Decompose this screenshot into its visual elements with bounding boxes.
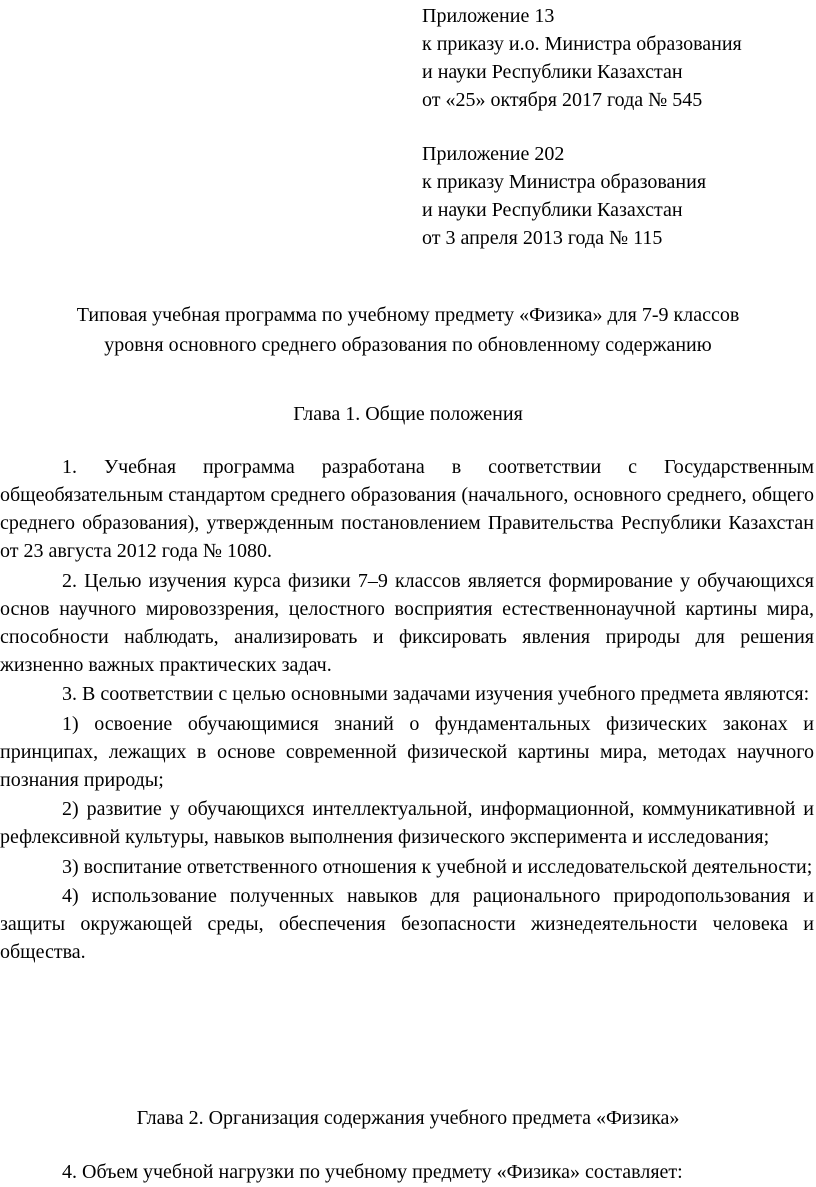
list-item-2: 2) развитие у обучающихся интеллектуальной, информационной, коммуникативной и рефлексивной культуры, навыков выполнения физического эксперимента и исследования;: [0, 798, 814, 848]
paragraph-2: 2. Целью изучения курса физики 7–9 классов является формирование у обучающихся основ научного мировоззрения, целостного восприятия естественнонаучной картины мира, способности наблюдать, анализировать и фиксировать явления природы для решения жизненно важных практических задач.: [0, 569, 814, 676]
list-item-3: 3) воспитание ответственного отношения к учебной и исследовательской деятельности;: [62, 855, 813, 878]
appendix-13-block: [422, 2, 812, 114]
appendix-ministry-line: и науки Республики Казахстан: [422, 199, 683, 221]
appendix-202-block: [422, 140, 812, 252]
appendix-date-line: от «25» октября 2017 года № 545: [422, 89, 703, 111]
appendix-ministry-line: и науки Республики Казахстан: [422, 61, 683, 83]
paragraph-1: 1. Учебная программа разработана в соответствии с Государственным общеобязательным стандартом среднего образования (начального, основного среднего, общего среднего образования), утвержденным постановлением Правительства Республики Казахстан от 23 августа 2012 года № 1080.: [0, 456, 814, 562]
chapter-2-heading: Глава 2. Организация содержания учебного предмета «Физика»: [136, 1107, 680, 1129]
appendix-order-line: к приказу Министра образования: [422, 171, 707, 193]
chapter-1-body: [0, 453, 814, 966]
appendix-order-line: к приказу и.о. Министра образования: [422, 33, 742, 55]
appendix-date-line: от 3 апреля 2013 года № 115: [422, 227, 663, 249]
title-line-2: уровня основного среднего образования по обновленному содержанию: [104, 334, 712, 356]
chapter-1-heading: Глава 1. Общие положения: [293, 403, 523, 425]
document-title: [0, 300, 816, 360]
list-item-1: 1) освоение обучающимися знаний о фундаментальных физических законах и принципах, лежащих в основе современной физической картины мира, методах научного познания природы;: [0, 712, 814, 791]
list-item-4: 4) использование полученных навыков для рационального природопользования и защиты окружающей среды, обеспечения безопасности жизнедеятельности человека и общества.: [0, 885, 814, 963]
appendix-number: Приложение 13: [422, 5, 555, 27]
title-line-1: Типовая учебная программа по учебному предмету «Физика» для 7-9 классов: [76, 304, 740, 326]
paragraph-4: 4. Объем учебной нагрузки по учебному предмету «Физика» составляет:: [62, 1161, 683, 1183]
appendix-number: Приложение 202: [422, 143, 565, 165]
paragraph-3: 3. В соответствии с целью основными задачами изучения учебного предмета являются:: [62, 683, 810, 705]
